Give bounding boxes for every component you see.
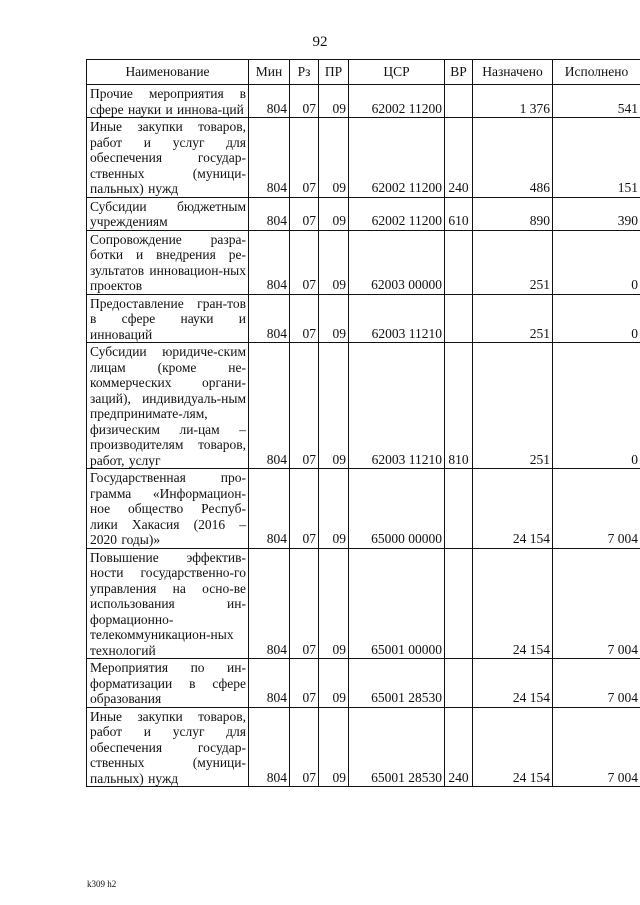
row-rz: 07 bbox=[290, 294, 319, 343]
row-executed: 7 004 bbox=[553, 659, 640, 708]
header-csr: ЦСР bbox=[349, 60, 445, 85]
row-name: Государственная про-грамма «Информацион-ное общество Респуб-лики Хакасия (2016 – 2020 годы)» bbox=[87, 469, 249, 549]
row-executed: 0 bbox=[553, 294, 640, 343]
header-executed: Исполнено bbox=[553, 60, 640, 85]
row-pr: 09 bbox=[319, 197, 349, 230]
row-assigned: 251 bbox=[473, 230, 553, 294]
row-executed: 7 004 bbox=[553, 548, 640, 659]
row-executed: 151 bbox=[553, 118, 640, 198]
row-name: Субсидии бюджетным учреждениям bbox=[87, 197, 249, 230]
row-vr bbox=[445, 469, 473, 549]
row-name: Субсидии юридиче-ским лицам (кроме не-коммерческих органи-заций), индивидуаль-ным предпринимате-лям, физическим ли-цам – производителям товаров, работ, услуг bbox=[87, 343, 249, 469]
row-min: 804 bbox=[249, 230, 290, 294]
header-rz: Рз bbox=[290, 60, 319, 85]
row-assigned: 251 bbox=[473, 343, 553, 469]
row-vr: 240 bbox=[445, 707, 473, 787]
row-vr bbox=[445, 294, 473, 343]
table-row bbox=[87, 469, 640, 549]
row-name: Иные закупки товаров, работ и услуг для обеспечения государ-ственных (муници-пальных) нужд bbox=[87, 707, 249, 787]
row-assigned: 24 154 bbox=[473, 707, 553, 787]
header-assigned: Назначено bbox=[473, 60, 553, 85]
row-csr: 65001 28530 bbox=[349, 707, 445, 787]
row-vr bbox=[445, 659, 473, 708]
row-name: Предоставление гран-тов в сфере науки и инноваций bbox=[87, 294, 249, 343]
row-pr: 09 bbox=[319, 230, 349, 294]
row-assigned: 890 bbox=[473, 197, 553, 230]
row-assigned: 24 154 bbox=[473, 548, 553, 659]
budget-table bbox=[86, 59, 640, 787]
row-csr: 62003 00000 bbox=[349, 230, 445, 294]
row-executed: 390 bbox=[553, 197, 640, 230]
row-executed: 0 bbox=[553, 230, 640, 294]
row-name: Сопровождение разра-ботки и внедрения ре-зультатов инновацион-ных проектов bbox=[87, 230, 249, 294]
row-csr: 65001 28530 bbox=[349, 659, 445, 708]
row-executed: 7 004 bbox=[553, 469, 640, 549]
row-pr: 09 bbox=[319, 469, 349, 549]
row-name: Повышение эффектив-ности государственно-го управления на осно-ве использования ин-формационно-телекоммуникацион-ных технологий bbox=[87, 548, 249, 659]
row-assigned: 251 bbox=[473, 294, 553, 343]
row-csr: 62002 11200 bbox=[349, 118, 445, 198]
row-min: 804 bbox=[249, 294, 290, 343]
table-row bbox=[87, 294, 640, 343]
row-csr: 65000 00000 bbox=[349, 469, 445, 549]
row-min: 804 bbox=[249, 548, 290, 659]
row-min: 804 bbox=[249, 343, 290, 469]
row-assigned: 24 154 bbox=[473, 659, 553, 708]
page-number: 92 bbox=[312, 34, 328, 50]
footer-code: k309 h2 bbox=[87, 879, 117, 889]
header-pr: ПР bbox=[319, 60, 349, 85]
row-vr: 610 bbox=[445, 197, 473, 230]
row-min: 804 bbox=[249, 118, 290, 198]
row-vr bbox=[445, 230, 473, 294]
row-rz: 07 bbox=[290, 197, 319, 230]
table-row bbox=[87, 118, 640, 198]
row-pr: 09 bbox=[319, 343, 349, 469]
row-vr bbox=[445, 548, 473, 659]
row-csr: 62003 11210 bbox=[349, 343, 445, 469]
row-min: 804 bbox=[249, 659, 290, 708]
row-executed: 7 004 bbox=[553, 707, 640, 787]
row-assigned: 486 bbox=[473, 118, 553, 198]
row-vr: 810 bbox=[445, 343, 473, 469]
row-csr: 62002 11200 bbox=[349, 197, 445, 230]
table-row bbox=[87, 707, 640, 787]
row-min: 804 bbox=[249, 197, 290, 230]
row-name: Прочие мероприятия в сфере науки и иннова-ций bbox=[87, 85, 249, 118]
row-assigned: 24 154 bbox=[473, 469, 553, 549]
row-pr: 09 bbox=[319, 707, 349, 787]
row-rz: 07 bbox=[290, 118, 319, 198]
row-assigned: 1 376 bbox=[473, 85, 553, 118]
row-pr: 09 bbox=[319, 118, 349, 198]
row-rz: 07 bbox=[290, 548, 319, 659]
row-executed: 0 bbox=[553, 343, 640, 469]
header-min: Мин bbox=[249, 60, 290, 85]
row-rz: 07 bbox=[290, 85, 319, 118]
row-rz: 07 bbox=[290, 469, 319, 549]
row-name: Мероприятия по ин-форматизации в сфере образования bbox=[87, 659, 249, 708]
row-rz: 07 bbox=[290, 707, 319, 787]
row-pr: 09 bbox=[319, 294, 349, 343]
table-row bbox=[87, 85, 640, 118]
table-row bbox=[87, 548, 640, 659]
header-vr: ВР bbox=[445, 60, 473, 85]
row-name: Иные закупки товаров, работ и услуг для обеспечения государ-ственных (муници-пальных) нужд bbox=[87, 118, 249, 198]
row-rz: 07 bbox=[290, 659, 319, 708]
row-min: 804 bbox=[249, 85, 290, 118]
table-row bbox=[87, 230, 640, 294]
row-vr bbox=[445, 85, 473, 118]
header-name: Наименование bbox=[87, 60, 249, 85]
row-pr: 09 bbox=[319, 85, 349, 118]
row-pr: 09 bbox=[319, 659, 349, 708]
row-csr: 62003 11210 bbox=[349, 294, 445, 343]
table-header-row bbox=[87, 60, 640, 85]
table-row bbox=[87, 343, 640, 469]
row-pr: 09 bbox=[319, 548, 349, 659]
row-csr: 65001 00000 bbox=[349, 548, 445, 659]
row-rz: 07 bbox=[290, 230, 319, 294]
row-executed: 541 bbox=[553, 85, 640, 118]
row-csr: 62002 11200 bbox=[349, 85, 445, 118]
row-vr: 240 bbox=[445, 118, 473, 198]
table-row bbox=[87, 659, 640, 708]
row-min: 804 bbox=[249, 469, 290, 549]
table-row bbox=[87, 197, 640, 230]
row-rz: 07 bbox=[290, 343, 319, 469]
row-min: 804 bbox=[249, 707, 290, 787]
